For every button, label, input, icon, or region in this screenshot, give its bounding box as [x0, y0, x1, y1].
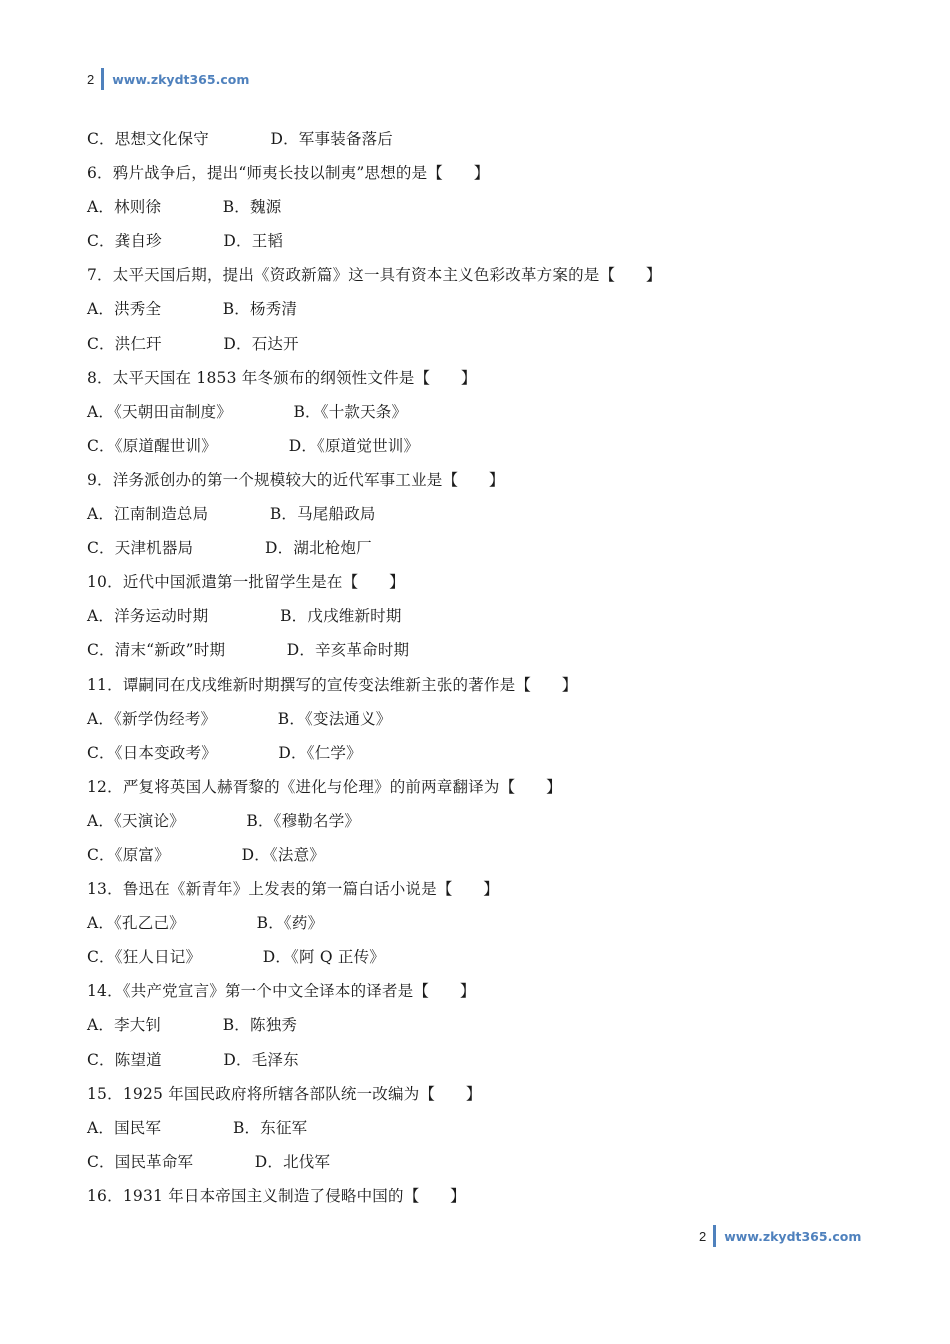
text-line: C．清末“新政”时期 D．辛亥革命时期 [87, 641, 410, 660]
text-line: A．《孔乙己》 B．《药》 [87, 914, 324, 933]
text-line: 7．太平天国后期，提出《资政新篇》这一具有资本主义色彩改革方案的是【 】 [87, 266, 662, 285]
text-line: C．龚自珍 D．王韬 [87, 232, 284, 251]
text-line: A．李大钊 B．陈独秀 [87, 1016, 298, 1035]
text-line: A．林则徐 B．魏源 [87, 198, 282, 217]
text-line: C．陈望道 D．毛泽东 [87, 1050, 299, 1069]
text-line: 6．鸦片战争后，提出“师夷长技以制夷”思想的是【 】 [87, 164, 490, 183]
header-site-link[interactable]: www.zkydt365.com [112, 71, 250, 87]
text-line: 16．1931 年日本帝国主义制造了侵略中国的【 】 [87, 1186, 466, 1205]
text-line: C．思想文化保守 D．军事装备落后 [87, 130, 394, 148]
text-line: 14．《共产党宣言》第一个中文全译本的译者是【 】 [87, 982, 476, 1001]
footer-site-link[interactable]: www.zkydt365.com [724, 1228, 862, 1244]
text-line: 13．鲁迅在《新青年》上发表的第一篇白话小说是【 】 [87, 880, 499, 899]
text-line: A．《天演论》 B．《穆勒名学》 [87, 811, 361, 830]
text-line: 11．谭嗣同在戊戌维新时期撰写的宣传变法维新主张的著作是【 】 [87, 675, 578, 694]
text-line: A．江南制造总局 B．马尾船政局 [87, 505, 376, 524]
text-line: C．《原富》 D．《法意》 [87, 845, 325, 864]
question-list [87, 122, 867, 1213]
footer-divider [713, 1225, 716, 1247]
text-line: C．天津机器局 D．湖北枪炮厂 [87, 539, 372, 558]
page-header [87, 68, 249, 90]
text-line: C．《日本变政考》 D．《仁学》 [87, 743, 362, 762]
text-line: A．洪秀全 B．杨秀清 [87, 300, 298, 319]
text-line: C．洪仁玕 D．石达开 [87, 334, 299, 353]
text-line: 9．洋务派创办的第一个规模较大的近代军事工业是【 】 [87, 470, 505, 489]
text-line: C．《狂人日记》 D．《阿 Q 正传》 [87, 948, 385, 967]
footer-page-number: 2 [699, 1228, 707, 1244]
text-line: A．《天朝田亩制度》 B．《十款天条》 [87, 402, 408, 421]
text-line: 10．近代中国派遣第一批留学生是在【 】 [87, 573, 405, 592]
text-line: 8．太平天国在 1853 年冬颁布的纲领性文件是【 】 [87, 368, 477, 387]
header-page-number: 2 [87, 71, 95, 87]
text-line: C．国民革命军 D．北伐军 [87, 1152, 331, 1171]
text-line: A．国民军 B．东征军 [87, 1118, 308, 1137]
page-footer [699, 1225, 861, 1247]
header-divider [101, 68, 104, 90]
text-line: 15．1925 年国民政府将所辖各部队统一改编为【 】 [87, 1084, 482, 1103]
text-line: A．《新学伪经考》 B．《变法通义》 [87, 709, 392, 728]
text-line: C．《原道醒世训》 D．《原道觉世训》 [87, 436, 420, 455]
text-line: A．洋务运动时期 B．戊戌维新时期 [87, 607, 402, 626]
text-line: 12．严复将英国人赫胥黎的《进化与伦理》的前两章翻译为【 】 [87, 777, 562, 796]
